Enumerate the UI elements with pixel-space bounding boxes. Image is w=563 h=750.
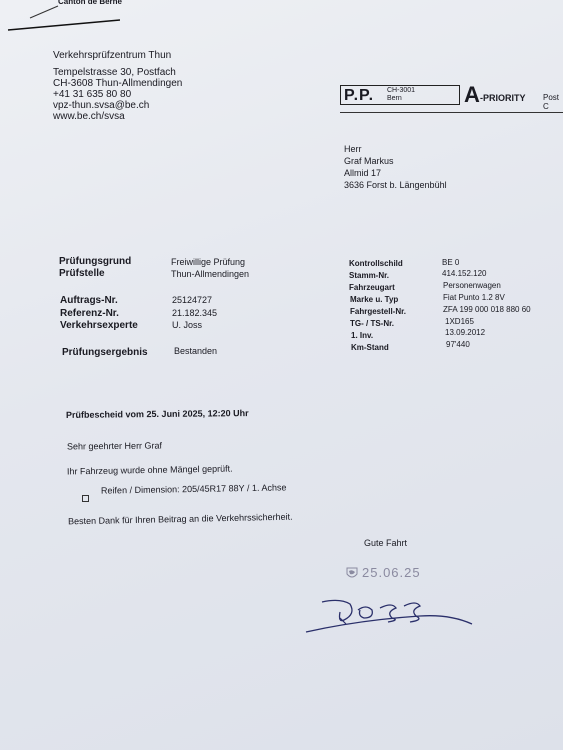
field-value: BE 0 <box>442 258 460 267</box>
field-label: Fahrzeugart <box>349 283 395 292</box>
field-value: 25124727 <box>172 295 213 305</box>
post-fragment: Post C <box>543 93 560 111</box>
sender-block <box>53 50 182 122</box>
signature <box>300 590 480 635</box>
pp-label: P.P. <box>344 87 375 104</box>
recipient-city: 3636 Forst b. Längenbühl <box>344 180 447 190</box>
field-label: Fahrgestell-Nr. <box>350 307 407 316</box>
pp-city: Bern <box>387 95 402 102</box>
closing: Gute Fahrt <box>364 538 408 548</box>
greeting: Sehr geehrter Herr Graf <box>66 440 163 452</box>
field-value: 414.152.120 <box>442 269 487 278</box>
pp-postage-box <box>340 85 460 105</box>
a-priority-letter: A <box>464 82 480 107</box>
field-value: Freiwillige Prüfung <box>171 257 246 267</box>
recipient-name: Graf Markus <box>344 156 394 166</box>
field-value: U. Joss <box>172 320 203 330</box>
sender-email: vpz-thun.svsa@be.ch <box>53 100 150 111</box>
field-label: 1. Inv. <box>351 331 374 340</box>
recipient-salutation: Herr <box>344 144 362 154</box>
field-label: Verkehrsexperte <box>60 320 138 331</box>
field-value: Thun-Allmendingen <box>171 269 250 279</box>
recipient-street: Allmid 17 <box>344 168 382 178</box>
pp-postcode-city <box>387 87 415 103</box>
field-label: Km-Stand <box>351 343 389 352</box>
bear-stamp-icon <box>345 566 359 580</box>
field-value: Personenwagen <box>443 281 501 290</box>
field-label: Kontrollschild <box>349 259 403 268</box>
pp-postcode: CH-3001 <box>387 87 416 94</box>
item-line: Reifen / Dimension: 205/45R17 88Y / 1. Achse <box>100 482 287 496</box>
field-label: Prüfstelle <box>59 268 105 279</box>
item-checkbox <box>82 495 89 502</box>
address-rule <box>340 112 563 113</box>
field-label: Stamm-Nr. <box>349 271 390 280</box>
sender-web: www.be.ch/svsa <box>53 111 125 122</box>
field-value: 1XD165 <box>445 317 474 326</box>
a-priority-text: -PRIORITY <box>480 93 526 103</box>
result-line: Ihr Fahrzeug wurde ohne Mängel geprüft. <box>66 463 233 477</box>
thanks-line: Besten Dank für Ihren Beitrag an die Verkehrssicherheit. <box>67 511 293 527</box>
sender-org: Verkehrsprüfzentrum Thun <box>53 50 172 61</box>
subject-line: Prüfbescheid vom 25. Juni 2025, 12:20 Uhr <box>65 408 249 420</box>
field-label: TG- / TS-Nr. <box>350 319 394 328</box>
field-label: Prüfungsergebnis <box>62 347 148 358</box>
field-value: 13.09.2012 <box>445 328 486 337</box>
field-label: Auftrags-Nr. <box>60 295 118 306</box>
field-value: 97'440 <box>446 340 470 349</box>
sender-phone: +41 31 635 80 80 <box>53 89 132 100</box>
date-stamp: 25.06.25 <box>362 565 421 580</box>
recipient-block <box>344 143 447 191</box>
field-label: Referenz-Nr. <box>60 308 119 319</box>
field-value: 21.182.345 <box>172 308 218 318</box>
header-fragment: Canton de Berne <box>58 0 123 6</box>
field-label: Prüfungsgrund <box>59 256 132 267</box>
field-label: Marke u. Typ <box>350 295 399 304</box>
sender-street: Tempelstrasse 30, Postfach <box>53 67 176 78</box>
field-value: Bestanden <box>174 346 218 356</box>
field-value: Fiat Punto 1.2 8V <box>443 293 505 302</box>
sender-city: CH-3608 Thun-Allmendingen <box>53 78 183 89</box>
field-value: ZFA 199 000 018 880 60 <box>443 305 531 314</box>
